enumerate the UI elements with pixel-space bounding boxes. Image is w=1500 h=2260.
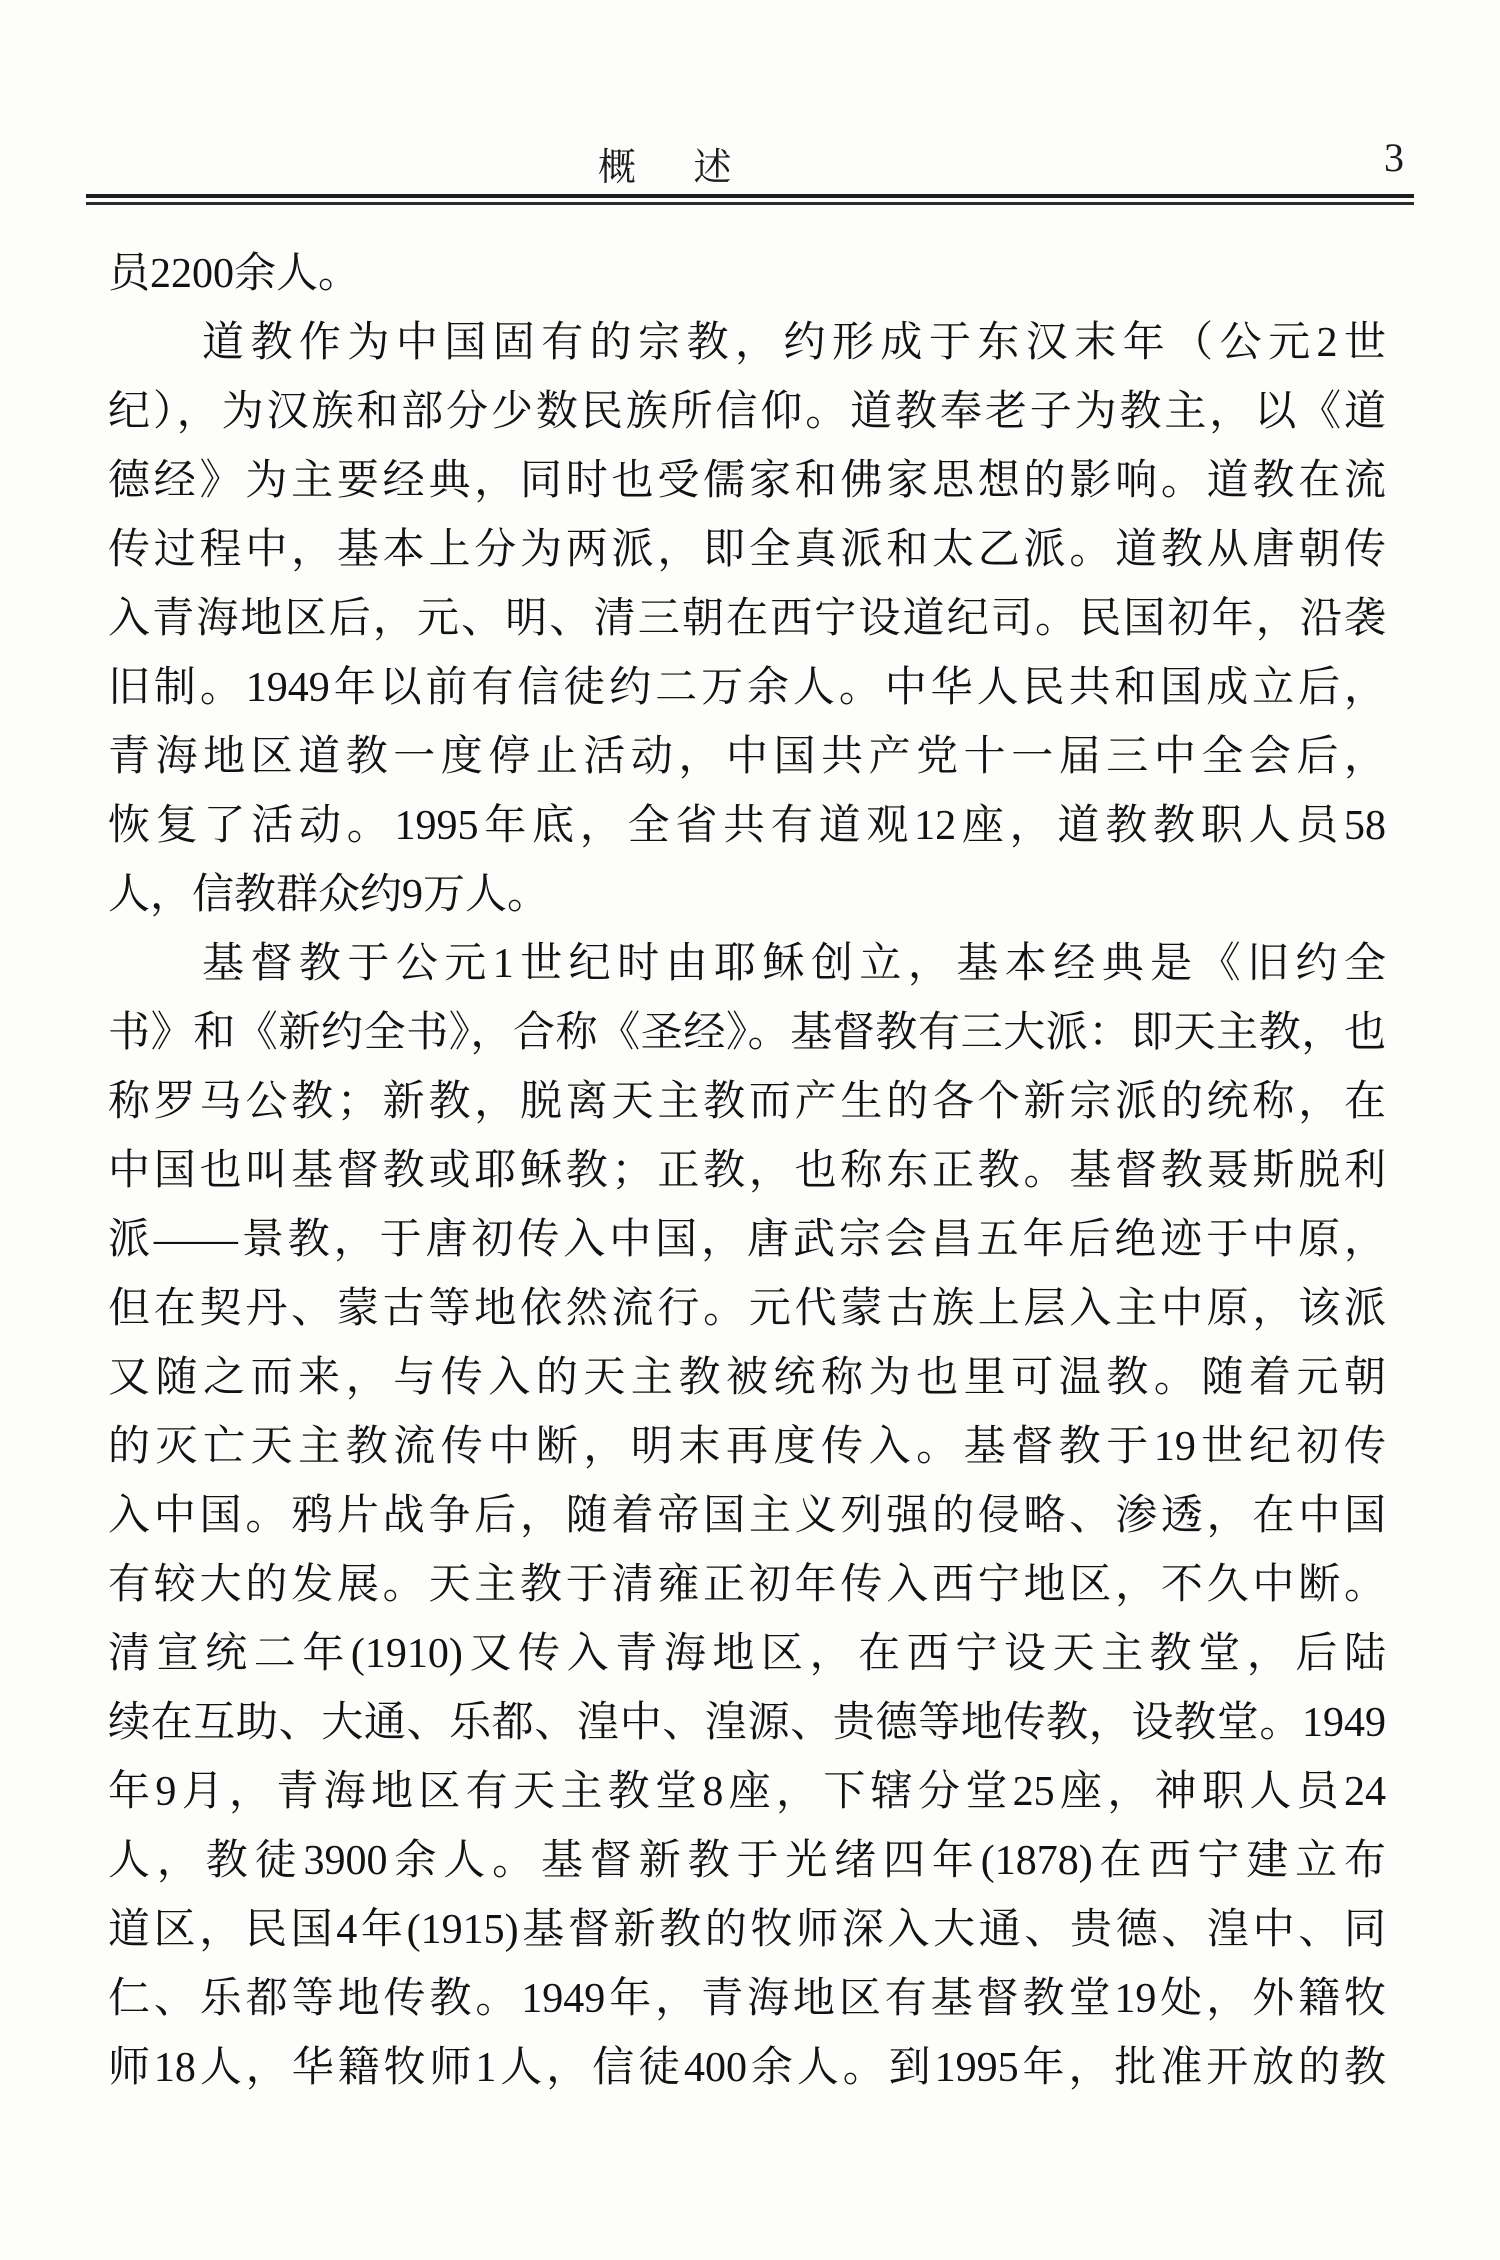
text-line: 的灭亡天主教流传中断，明末再度传入。基督教于19世纪初传 — [108, 1424, 1386, 1470]
text-line: 德经》为主要经典，同时也受儒家和佛家思想的影响。道教在流 — [108, 458, 1386, 504]
text-line: 青海地区道教一度停止活动，中国共产党十一届三中全会后， — [108, 734, 1386, 780]
text-line: 恢复了活动。1995年底，全省共有道观12座，道教教职人员58 — [108, 803, 1386, 849]
text-line: 年9月，青海地区有天主教堂8座，下辖分堂25座，神职人员24 — [108, 1769, 1386, 1815]
text-line: 书》和《新约全书》，合称《圣经》。基督教有三大派：即天主教，也 — [108, 1010, 1386, 1056]
text-line: 基督教于公元1世纪时由耶稣创立，基本经典是《旧约全 — [202, 941, 1386, 987]
text-line: 中国也叫基督教或耶稣教；正教，也称东正教。基督教聂斯脱利 — [108, 1148, 1386, 1194]
text-line: 仁、乐都等地传教。1949年，青海地区有基督教堂19处，外籍牧 — [108, 1976, 1386, 2022]
header-double-rule — [86, 194, 1414, 205]
text-line: 又随之而来，与传入的天主教被统称为也里可温教。随着元朝 — [108, 1355, 1386, 1401]
text-line: 入青海地区后，元、明、清三朝在西宁设道纪司。民国初年，沿袭 — [108, 596, 1386, 642]
page-body — [108, 240, 1386, 2103]
text-line: 道区，民国4年(1915)基督新教的牧师深入大通、贵德、湟中、同 — [108, 1907, 1386, 1953]
text-line: 纪），为汉族和部分少数民族所信仰。道教奉老子为教主，以《道 — [108, 389, 1386, 435]
running-header-title: 概 述 — [598, 147, 734, 189]
text-line: 道教作为中国固有的宗教，约形成于东汉末年（公元2世 — [202, 320, 1386, 366]
text-line: 称罗马公教；新教，脱离天主教而产生的各个新宗派的统称，在 — [108, 1079, 1386, 1125]
running-header — [0, 0, 1500, 210]
text-line: 人，教徒3900余人。基督新教于光绪四年(1878)在西宁建立布 — [108, 1838, 1386, 1884]
text-line: 师18人，华籍牧师1人，信徒400余人。到1995年，批准开放的教 — [108, 2045, 1386, 2091]
text-line: 但在契丹、蒙古等地依然流行。元代蒙古族上层入主中原，该派 — [108, 1286, 1386, 1332]
text-line: 旧制。1949年以前有信徒约二万余人。中华人民共和国成立后， — [108, 665, 1386, 711]
text-line: 员2200余人。 — [108, 251, 361, 297]
text-line: 有较大的发展。天主教于清雍正初年传入西宁地区，不久中断。 — [108, 1562, 1386, 1608]
text-line: 清宣统二年(1910)又传入青海地区，在西宁设天主教堂，后陆 — [108, 1631, 1386, 1677]
page-number: 3 — [1384, 135, 1404, 180]
text-line: 派——景教，于唐初传入中国，唐武宗会昌五年后绝迹于中原， — [108, 1217, 1386, 1263]
text-line: 续在互助、大通、乐都、湟中、湟源、贵德等地传教，设教堂。1949 — [108, 1700, 1386, 1746]
text-line: 传过程中，基本上分为两派，即全真派和太乙派。道教从唐朝传 — [108, 527, 1386, 573]
text-line: 人，信教群众约9万人。 — [108, 872, 550, 918]
text-line: 入中国。鸦片战争后，随着帝国主义列强的侵略、渗透，在中国 — [108, 1493, 1386, 1539]
